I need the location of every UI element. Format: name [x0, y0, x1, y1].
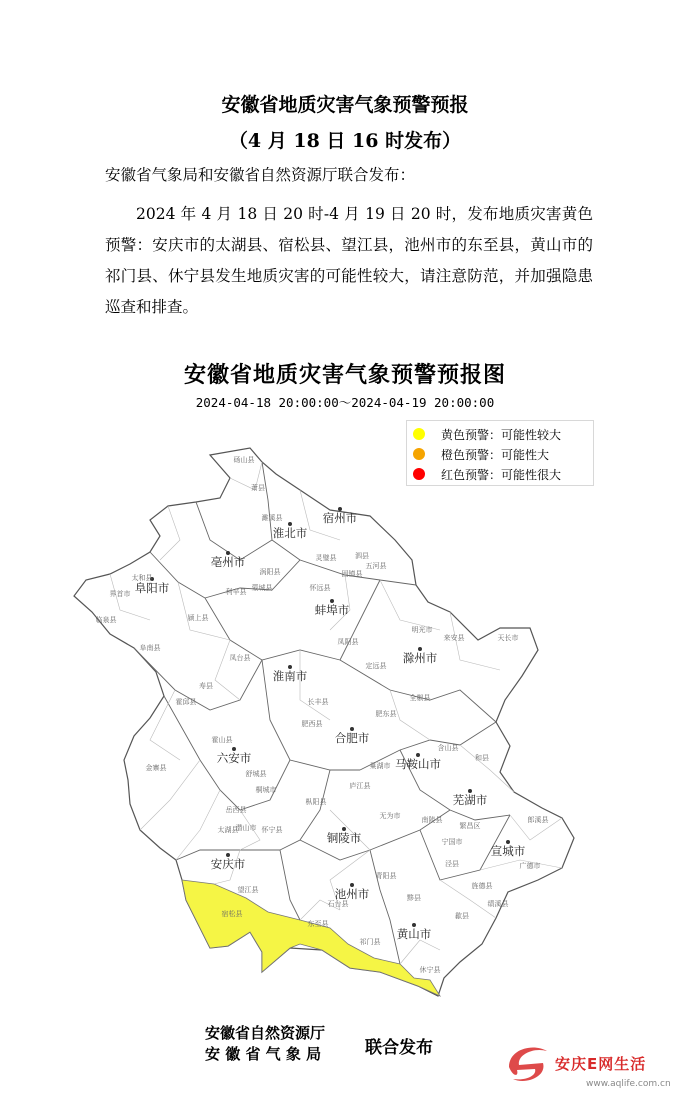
county-label: 宁国市 [441, 838, 463, 846]
county-label: 泾县 [445, 860, 459, 868]
county-label: 全椒县 [409, 694, 431, 702]
county-label: 阜南县 [139, 644, 161, 652]
city-marker [288, 665, 292, 669]
county-label: 怀宁县 [261, 826, 283, 834]
county-label: 青阳县 [375, 872, 397, 880]
legend-yellow: 黄色预警：可能性较大 [413, 424, 587, 444]
document-subtitle: （4 月 18 日 16 时发布） [228, 130, 462, 152]
city-label: 铜陵市 [326, 831, 362, 845]
county-label: 金寨县 [145, 764, 167, 772]
county-label: 庐江县 [349, 782, 371, 790]
red-dot-icon [413, 468, 425, 480]
county-label: 含山县 [437, 744, 459, 752]
yellow-dot-icon [413, 428, 425, 440]
county-label: 定远县 [365, 662, 387, 670]
city-label: 亳州市 [210, 555, 246, 569]
watermark-text: 安庆E网生活 [555, 1055, 647, 1073]
county-label: 凤阳县 [337, 638, 359, 646]
city-label: 淮南市 [272, 669, 308, 683]
county-label: 郎溪县 [527, 816, 549, 824]
footer-issuer-2: 安 徽 省 气 象 局 [205, 1045, 322, 1063]
city-label: 合肥市 [334, 731, 370, 745]
county-label: 歙县 [455, 912, 469, 920]
county-label: 界首市 [109, 590, 131, 598]
county-label: 桐城市 [255, 786, 277, 794]
county-label: 太和县 [131, 574, 153, 582]
footer-joint-release: 联合发布 [365, 1038, 433, 1058]
watermark-url: www.aqlife.com.cn [586, 1079, 671, 1089]
county-label: 巢湖市 [369, 762, 391, 770]
county-label: 长丰县 [307, 698, 329, 706]
document-title: 安徽省地质灾害气象预警预报 [221, 94, 469, 116]
city-label: 六安市 [216, 751, 252, 765]
city-marker [338, 507, 342, 511]
city-label: 蚌埠市 [314, 603, 350, 617]
county-label: 萧县 [251, 484, 265, 492]
city-marker [226, 853, 230, 857]
city-label: 阜阳市 [134, 581, 170, 595]
county-label: 繁昌区 [459, 822, 481, 830]
city-label: 滁州市 [402, 651, 438, 665]
county-label: 颍上县 [187, 614, 209, 622]
county-label: 石台县 [327, 900, 349, 908]
county-label: 东至县 [307, 920, 329, 928]
city-label: 池州市 [334, 887, 370, 901]
county-label: 砀山县 [233, 456, 255, 464]
city-marker [418, 647, 422, 651]
county-label: 绩溪县 [487, 900, 509, 908]
county-label: 黟县 [407, 894, 421, 902]
city-marker [226, 551, 230, 555]
city-label: 芜湖市 [452, 793, 488, 807]
issuer-line: 安徽省气象局和安徽省自然资源厅联合发布： [105, 166, 416, 184]
county-label: 枞阳县 [305, 798, 327, 806]
city-marker [506, 840, 510, 844]
county-label: 明光市 [411, 626, 433, 634]
county-label: 怀远县 [309, 584, 331, 592]
watermark-e-logo-icon [503, 1037, 559, 1087]
city-label: 宣城市 [490, 844, 526, 858]
city-marker [350, 883, 354, 887]
county-label: 广德市 [519, 862, 541, 870]
county-label: 临泉县 [95, 616, 117, 624]
city-label: 淮北市 [272, 526, 308, 540]
county-label: 南陵县 [421, 816, 443, 824]
county-label: 旌德县 [471, 882, 493, 890]
city-marker [412, 923, 416, 927]
province-outline [74, 448, 574, 996]
map-period: 2024-04-18 20:00:00～2024-04-19 20:00:00 [195, 395, 495, 410]
county-label: 五河县 [365, 562, 387, 570]
city-marker [232, 747, 236, 751]
county-label: 肥西县 [301, 720, 323, 728]
footer-issuer-1: 安徽省自然资源厅 [205, 1024, 326, 1042]
legend-orange: 橙色预警：可能性大 [413, 444, 587, 464]
county-label: 潜山市 [235, 824, 257, 832]
city-label: 宿州市 [322, 511, 358, 525]
county-label: 舒城县 [245, 770, 267, 778]
county-label: 蒙城县 [251, 584, 273, 592]
city-marker [350, 727, 354, 731]
orange-dot-icon [413, 448, 425, 460]
warning-paragraph: 2024 年 4 月 18 日 20 时-4 月 19 日 20 时，发布地质灾害黄色预警：安庆市的太湖县、宿松县、望江县，池州市的东至县，黄山市的祁门县、休宁县发生地质灾害的可能性较大，请注意防范，并加强隐患巡查和排查。 [105, 205, 593, 316]
city-label: 黄山市 [396, 927, 432, 941]
county-label: 灵璧县 [315, 554, 337, 562]
county-label: 和县 [475, 754, 489, 762]
legend-red: 红色预警：可能性很大 [413, 464, 587, 484]
county-label: 肥东县 [375, 710, 397, 718]
county-label: 无为市 [379, 812, 401, 820]
city-marker [342, 827, 346, 831]
map-title: 安徽省地质灾害气象预警预报图 [183, 363, 506, 388]
city-label: 安庆市 [210, 857, 246, 871]
anhui-warning-map [70, 440, 590, 1020]
city-marker [288, 522, 292, 526]
county-label: 岳西县 [225, 806, 247, 814]
county-label: 濉溪县 [261, 514, 283, 522]
county-label: 寿县 [199, 682, 213, 690]
city-marker [468, 789, 472, 793]
county-label: 天长市 [497, 634, 519, 642]
county-label: 霍山县 [211, 736, 233, 744]
city-marker [416, 753, 420, 757]
map-legend [406, 420, 594, 486]
county-label: 固镇县 [341, 570, 363, 578]
county-label: 宿松县 [221, 910, 243, 918]
county-label: 霍邱县 [175, 698, 197, 706]
county-label: 休宁县 [419, 966, 441, 974]
county-label: 凤台县 [229, 654, 251, 662]
city-label: 马鞍山市 [395, 757, 441, 771]
county-label: 泗县 [355, 552, 369, 560]
county-label: 来安县 [443, 634, 465, 642]
county-label: 利辛县 [225, 588, 247, 596]
county-label: 望江县 [237, 886, 259, 894]
footer-issuers [205, 1023, 325, 1065]
county-label: 太湖县 [217, 826, 239, 834]
city-marker [330, 599, 334, 603]
county-label: 祁门县 [359, 938, 381, 946]
county-label: 涡阳县 [259, 568, 281, 576]
